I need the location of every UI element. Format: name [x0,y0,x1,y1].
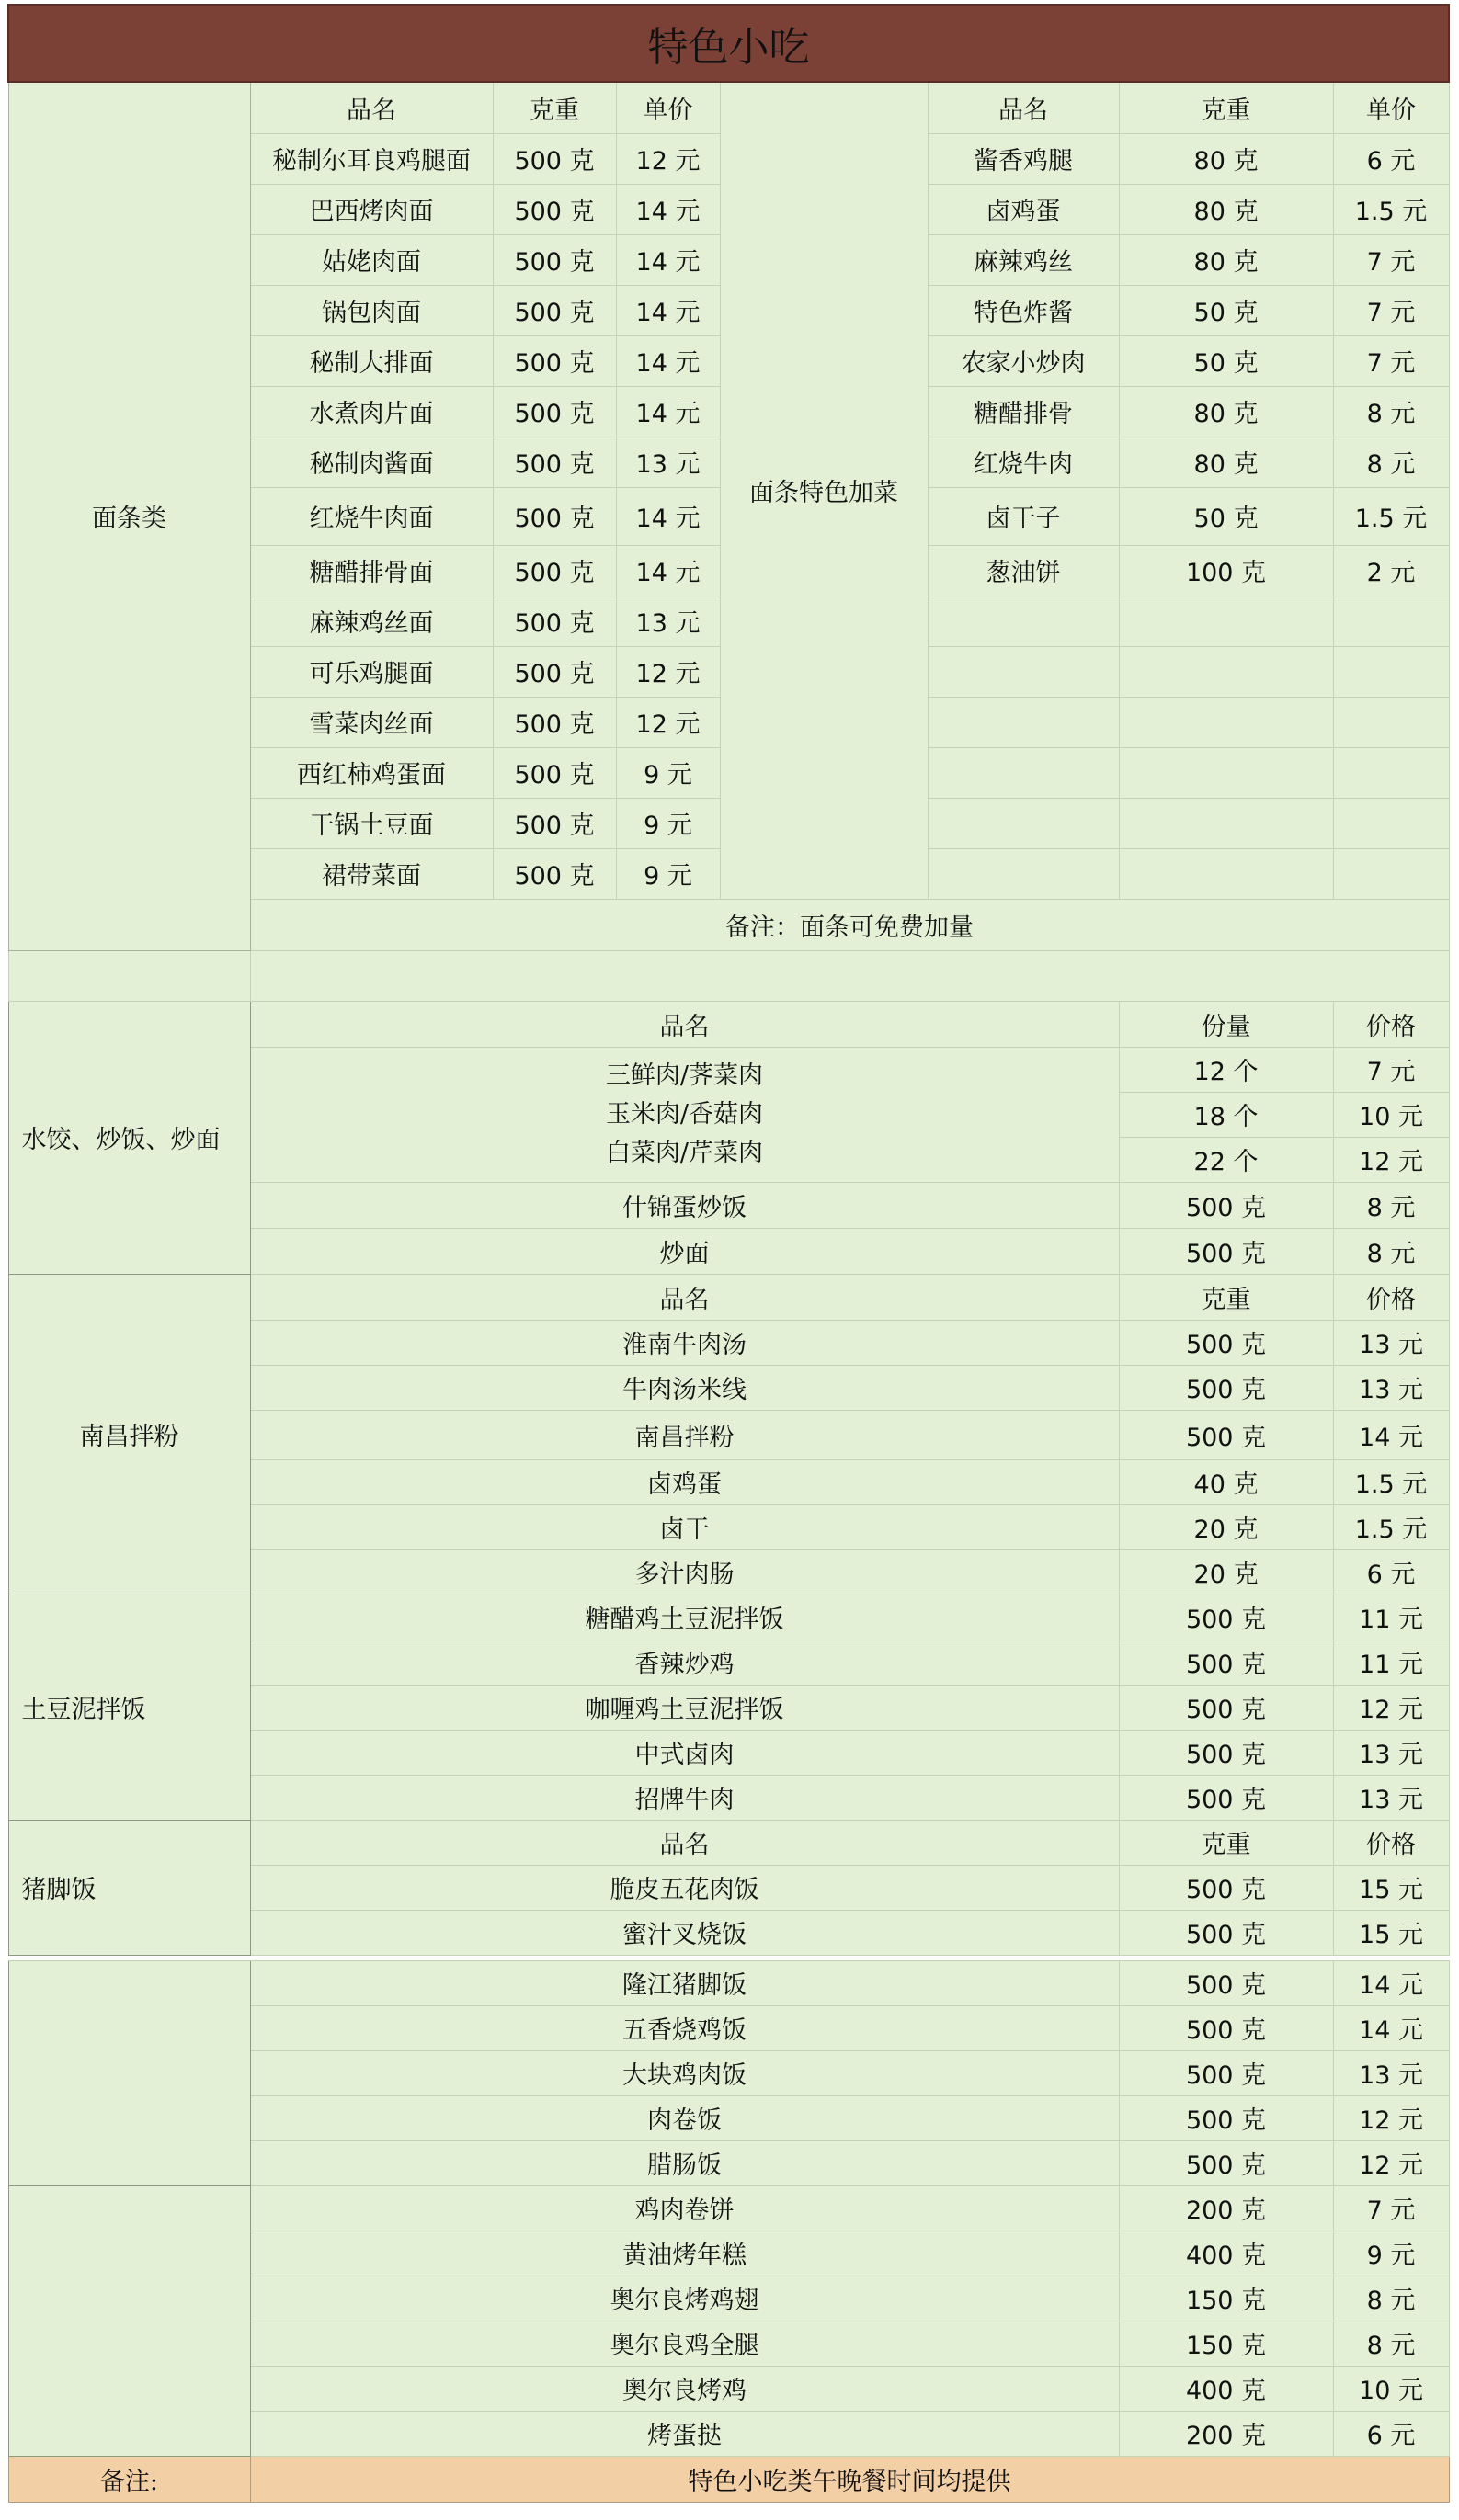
empty-cell [8,950,250,1001]
noodle-weight: 500 克 [493,545,616,596]
item-weight: 500 克 [1119,1410,1333,1459]
noodle-price: 13 元 [616,437,720,487]
item-price: 11 元 [1333,1595,1449,1640]
item-price: 12 元 [1333,2095,1449,2140]
col-header-price: 价格 [1333,1001,1449,1047]
noodle-weight: 500 克 [493,848,616,899]
item-weight: 500 克 [1119,1775,1333,1820]
item-weight: 500 克 [1119,2095,1333,2140]
item-price: 8 元 [1333,2276,1449,2321]
col-header-weight: 克重 [1119,1274,1333,1320]
noodle-weight: 500 克 [493,386,616,437]
extra-weight: 80 克 [1119,133,1333,184]
item-price: 6 元 [1333,2411,1449,2456]
item-price: 12 元 [1333,1685,1449,1730]
item-weight: 500 克 [1119,1910,1333,1955]
col-header-weight: 克重 [493,82,616,133]
item-name: 烤蛋挞 [250,2411,1119,2456]
item-price: 10 元 [1333,2366,1449,2411]
noodle-name: 雪菜肉丝面 [250,697,493,747]
col-header-weight: 克重 [1119,1820,1333,1865]
item-weight: 400 克 [1119,2231,1333,2276]
category-trotter: 猪脚饭 [8,1820,250,1955]
extras-label: 面条特色加菜 [720,82,928,899]
noodle-price: 14 元 [616,545,720,596]
noodle-price: 14 元 [616,234,720,285]
item-price: 8 元 [1333,2321,1449,2366]
col-header-name: 品名 [250,1274,1119,1320]
item-price: 9 元 [1333,2231,1449,2276]
empty-cell [928,596,1119,646]
dumpling-price: 12 元 [1333,1137,1449,1182]
item-weight: 500 克 [1119,1960,1333,2005]
extra-name: 糖醋排骨 [928,386,1119,437]
item-weight: 40 克 [1119,1459,1333,1504]
noodle-price: 12 元 [616,697,720,747]
extra-price: 7 元 [1333,234,1449,285]
item-price: 1.5 元 [1333,1504,1449,1549]
noodle-name: 秘制大排面 [250,335,493,386]
noodle-name: 锅包肉面 [250,285,493,335]
item-weight: 400 克 [1119,2366,1333,2411]
extra-weight: 50 克 [1119,285,1333,335]
item-name: 五香烧鸡饭 [250,2005,1119,2050]
category-blank [8,1960,250,2185]
item-name: 大块鸡肉饭 [250,2050,1119,2095]
dumpling-filling: 白菜肉/芹菜肉 [605,1138,764,1167]
extra-price: 7 元 [1333,285,1449,335]
noodle-weight: 500 克 [493,285,616,335]
item-name: 炒面 [250,1228,1119,1274]
item-weight: 500 克 [1119,2050,1333,2095]
item-price: 7 元 [1333,2185,1449,2231]
item-price: 13 元 [1333,1730,1449,1775]
noodle-name: 秘制肉酱面 [250,437,493,487]
extra-weight: 100 克 [1119,545,1333,596]
item-weight: 500 克 [1119,1182,1333,1228]
empty-cell [250,950,1449,1001]
noodle-name: 巴西烤肉面 [250,184,493,234]
item-name: 招牌牛肉 [250,1775,1119,1820]
noodle-name: 麻辣鸡丝面 [250,596,493,646]
extra-name: 卤干子 [928,487,1119,545]
item-weight: 500 克 [1119,1730,1333,1775]
category-dumplings: 水饺、炒饭、炒面 [8,1001,250,1274]
empty-cell [928,798,1119,848]
dumpling-filling: 三鲜肉/荠菜肉 [605,1061,764,1090]
extra-price: 7 元 [1333,335,1449,386]
item-name: 卤干 [250,1504,1119,1549]
item-weight: 500 克 [1119,2140,1333,2185]
item-price: 15 元 [1333,1910,1449,1955]
item-weight: 500 克 [1119,1228,1333,1274]
item-price: 13 元 [1333,1365,1449,1410]
item-name: 黄油烤年糕 [250,2231,1119,2276]
category-noodles: 面条类 [8,82,250,950]
item-name: 隆江猪脚饭 [250,1960,1119,2005]
extra-name: 麻辣鸡丝 [928,234,1119,285]
extra-price: 8 元 [1333,386,1449,437]
item-weight: 200 克 [1119,2185,1333,2231]
noodle-weight: 500 克 [493,747,616,798]
noodle-name: 西红柿鸡蛋面 [250,747,493,798]
item-weight: 500 克 [1119,1685,1333,1730]
noodle-name: 红烧牛肉面 [250,487,493,545]
dumpling-price: 10 元 [1333,1092,1449,1137]
item-price: 11 元 [1333,1640,1449,1685]
extra-weight: 80 克 [1119,184,1333,234]
item-price: 1.5 元 [1333,1459,1449,1504]
item-price: 14 元 [1333,1960,1449,2005]
item-name: 鸡肉卷饼 [250,2185,1119,2231]
item-name: 牛肉汤米线 [250,1365,1119,1410]
noodle-price: 9 元 [616,798,720,848]
col-header-price: 单价 [616,82,720,133]
dumpling-qty: 18 个 [1119,1092,1333,1137]
item-name: 卤鸡蛋 [250,1459,1119,1504]
item-name: 多汁肉肠 [250,1549,1119,1595]
item-weight: 500 克 [1119,1865,1333,1910]
extra-name: 卤鸡蛋 [928,184,1119,234]
noodle-weight: 500 克 [493,234,616,285]
dumpling-fillings [250,1047,1119,1182]
noodle-price: 14 元 [616,335,720,386]
empty-cell [1119,747,1333,798]
empty-cell [1333,697,1449,747]
noodle-weight: 500 克 [493,697,616,747]
noodle-name: 糖醋排骨面 [250,545,493,596]
item-price: 15 元 [1333,1865,1449,1910]
item-weight: 150 克 [1119,2321,1333,2366]
item-price: 13 元 [1333,1320,1449,1365]
extra-name: 葱油饼 [928,545,1119,596]
empty-cell [1119,646,1333,697]
item-weight: 500 克 [1119,2005,1333,2050]
item-name: 脆皮五花肉饭 [250,1865,1119,1910]
item-name: 蜜汁叉烧饭 [250,1910,1119,1955]
item-name: 奥尔良烤鸡 [250,2366,1119,2411]
extra-weight: 80 克 [1119,234,1333,285]
extra-price: 8 元 [1333,437,1449,487]
empty-cell [928,848,1119,899]
extra-weight: 80 克 [1119,386,1333,437]
col-header-name: 品名 [250,1001,1119,1047]
noodle-price: 9 元 [616,848,720,899]
noodle-weight: 500 克 [493,646,616,697]
extra-name: 特色炸酱 [928,285,1119,335]
footer-text: 特色小吃类午晚餐时间均提供 [250,2456,1449,2502]
extra-price: 6 元 [1333,133,1449,184]
item-price: 8 元 [1333,1182,1449,1228]
item-price: 12 元 [1333,2140,1449,2185]
col-header-qty: 份量 [1119,1001,1333,1047]
item-weight: 500 克 [1119,1640,1333,1685]
noodle-price: 14 元 [616,184,720,234]
item-name: 腊肠饭 [250,2140,1119,2185]
noodle-name: 姑姥肉面 [250,234,493,285]
noodle-weight: 500 克 [493,133,616,184]
noodle-weight: 500 克 [493,798,616,848]
category-potato: 土豆泥拌饭 [8,1595,250,1820]
dumpling-filling: 玉米肉/香菇肉 [605,1099,764,1129]
noodle-weight: 500 克 [493,335,616,386]
noodle-price: 14 元 [616,285,720,335]
col-header-price: 价格 [1333,1820,1449,1865]
extra-name: 红烧牛肉 [928,437,1119,487]
item-price: 13 元 [1333,1775,1449,1820]
noodle-weight: 500 克 [493,487,616,545]
col-header-weight: 克重 [1119,82,1333,133]
item-price: 13 元 [1333,2050,1449,2095]
extra-price: 2 元 [1333,545,1449,596]
noodle-price: 12 元 [616,646,720,697]
empty-cell [928,646,1119,697]
item-name: 中式卤肉 [250,1730,1119,1775]
category-nanchang: 南昌拌粉 [8,1274,250,1595]
extra-weight: 50 克 [1119,335,1333,386]
empty-cell [1333,848,1449,899]
item-weight: 20 克 [1119,1549,1333,1595]
footer-label: 备注: [8,2456,250,2502]
noodles-note: 备注：面条可免费加量 [250,899,1449,950]
item-name: 糖醋鸡土豆泥拌饭 [250,1595,1119,1640]
empty-cell [1333,798,1449,848]
col-header-price: 价格 [1333,1274,1449,1320]
noodle-price: 12 元 [616,133,720,184]
empty-cell [928,697,1119,747]
page-title: 特色小吃 [8,5,1449,82]
category-blank [8,2185,250,2456]
empty-cell [928,747,1119,798]
item-weight: 150 克 [1119,2276,1333,2321]
empty-cell [1119,596,1333,646]
noodle-name: 裙带菜面 [250,848,493,899]
item-weight: 200 克 [1119,2411,1333,2456]
empty-cell [1119,697,1333,747]
noodle-price: 14 元 [616,386,720,437]
noodle-name: 秘制尔耳良鸡腿面 [250,133,493,184]
noodle-name: 干锅土豆面 [250,798,493,848]
extra-name: 农家小炒肉 [928,335,1119,386]
empty-cell [1333,596,1449,646]
item-price: 6 元 [1333,1549,1449,1595]
extra-weight: 50 克 [1119,487,1333,545]
col-header-name: 品名 [250,82,493,133]
empty-cell [1333,747,1449,798]
extra-price: 1.5 元 [1333,184,1449,234]
noodle-weight: 500 克 [493,437,616,487]
extra-name: 酱香鸡腿 [928,133,1119,184]
item-name: 奥尔良烤鸡翅 [250,2276,1119,2321]
item-name: 咖喱鸡土豆泥拌饭 [250,1685,1119,1730]
item-name: 淮南牛肉汤 [250,1320,1119,1365]
item-name: 奥尔良鸡全腿 [250,2321,1119,2366]
item-price: 14 元 [1333,2005,1449,2050]
empty-cell [1119,798,1333,848]
item-price: 8 元 [1333,1228,1449,1274]
menu-table [7,4,1450,2503]
col-header-price: 单价 [1333,82,1449,133]
noodle-weight: 500 克 [493,596,616,646]
col-header-name: 品名 [928,82,1119,133]
item-name: 什锦蛋炒饭 [250,1182,1119,1228]
item-name: 香辣炒鸡 [250,1640,1119,1685]
item-weight: 500 克 [1119,1320,1333,1365]
extra-weight: 80 克 [1119,437,1333,487]
noodle-price: 9 元 [616,747,720,798]
item-weight: 500 克 [1119,1595,1333,1640]
col-header-name: 品名 [250,1820,1119,1865]
dumpling-qty: 12 个 [1119,1047,1333,1092]
noodle-weight: 500 克 [493,184,616,234]
extra-price: 1.5 元 [1333,487,1449,545]
noodle-name: 可乐鸡腿面 [250,646,493,697]
item-weight: 500 克 [1119,1365,1333,1410]
noodle-name: 水煮肉片面 [250,386,493,437]
item-name: 肉卷饭 [250,2095,1119,2140]
item-price: 14 元 [1333,1410,1449,1459]
dumpling-price: 7 元 [1333,1047,1449,1092]
item-weight: 20 克 [1119,1504,1333,1549]
noodle-price: 13 元 [616,596,720,646]
noodle-price: 14 元 [616,487,720,545]
empty-cell [1119,848,1333,899]
item-name: 南昌拌粉 [250,1410,1119,1459]
dumpling-qty: 22 个 [1119,1137,1333,1182]
empty-cell [1333,646,1449,697]
